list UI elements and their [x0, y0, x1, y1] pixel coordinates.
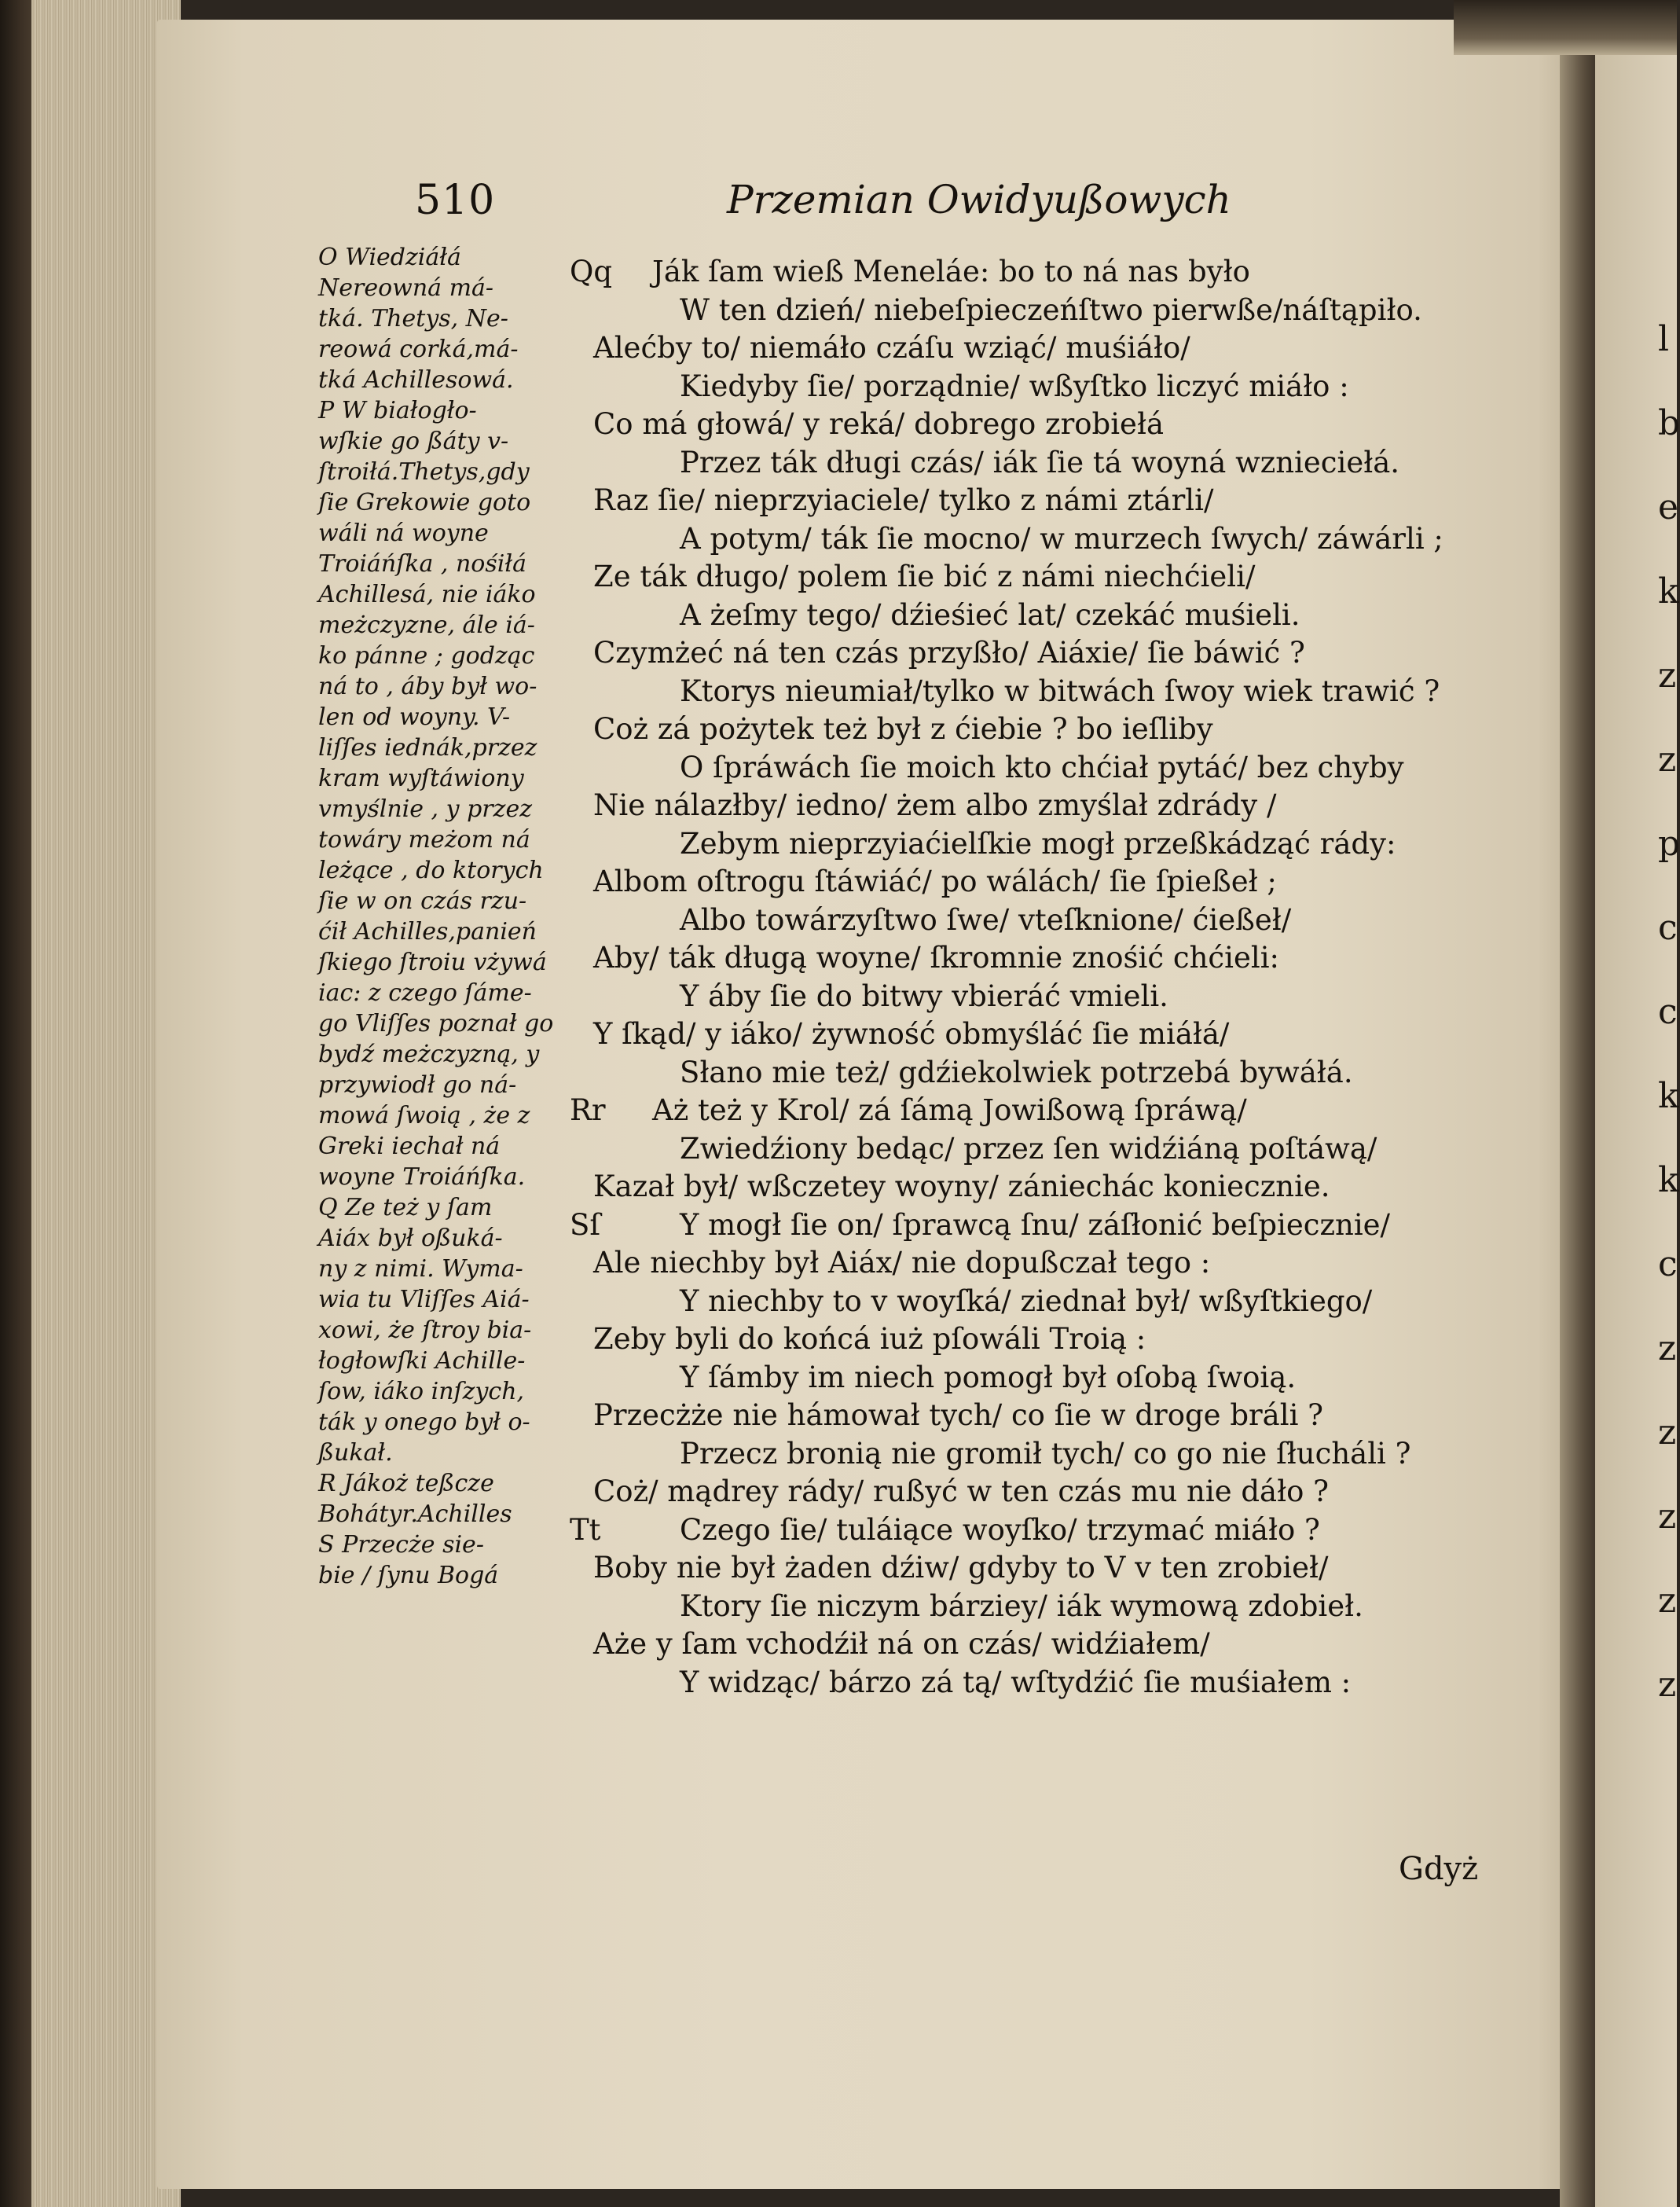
verse-text: Aż też y Krol/ zá ſámą Jowißową ſpráwą/ — [652, 1093, 1247, 1127]
margin-note-line: R Jákoż teßcze — [318, 1470, 494, 1497]
verse-line — [578, 329, 1560, 368]
verse-text: Przecżże nie hámował tych/ co ſie w droge bráli ? — [593, 1398, 1324, 1432]
verse-text: Ktory ſie niczym bárziey/ iák wymową zdobieł. — [680, 1588, 1363, 1623]
verse-line — [578, 1397, 1560, 1435]
next-page-letter: z — [1658, 655, 1677, 696]
margin-note-line: O Wiedziáłá — [318, 244, 461, 271]
verse-line — [578, 1283, 1560, 1321]
verse-text: Y áby ſie do bitwy vbieráć vmieli. — [680, 979, 1168, 1013]
margin-note-line: ſkiego ſtroiu vżywá — [318, 949, 547, 976]
margin-note-line: kram wyſtáwiony — [318, 765, 524, 792]
verse-text: Y ſkąd/ y iáko/ żywność obmyśláć ſie miáłá/ — [593, 1017, 1230, 1051]
margin-note-line: ſie Grekowie goto — [318, 489, 531, 516]
page-title: Przemian Owidyußowych — [727, 177, 1231, 222]
verse-text: Y widząc/ bárzo zá tą/ wſtydźić ſie muśiałem : — [680, 1665, 1352, 1699]
verse-line — [578, 1130, 1560, 1169]
verse-text: Raz ſie/ nieprzyiaciele/ tylko z námi ztárli/ — [593, 483, 1214, 517]
margin-note-line: bie / ſynu Bogá — [318, 1562, 499, 1589]
margin-note-line: mowá ſwoią , że z — [318, 1102, 530, 1129]
margin-note-line: leżące , do ktorych — [318, 857, 544, 884]
margin-note-line: ſow, iáko inſzych, — [318, 1378, 525, 1405]
gloss-marker: Rr — [570, 1093, 606, 1127]
margin-note-line: ſtroiłá.Thetys,gdy — [318, 458, 530, 486]
next-page-letter: z — [1658, 740, 1677, 780]
margin-note-line: ćił Achilles,panień — [318, 918, 537, 946]
verse-text: Zebym nieprzyiaćielſkie mogł przeßkádząć rády: — [680, 826, 1396, 861]
verse-text: Boby nie był żaden dźiw/ gdyby to V v ten zrobieł/ — [593, 1551, 1329, 1585]
margin-note-line: xowi, że ſtroy bia- — [318, 1316, 532, 1344]
margin-note-line: Greki iechał ná — [318, 1133, 501, 1160]
verse-line — [578, 711, 1560, 749]
margin-note-line: Aiáx był oßuká- — [318, 1225, 503, 1252]
verse-text: W ten dzień/ niebeſpieczeńſtwo pierwße/náſtąpiło. — [680, 292, 1422, 327]
margin-note-line: len od woyny. V- — [318, 703, 511, 731]
verse-text: Ktorys nieumiał/tylko w bitwách ſwoy wiek trawić ? — [680, 674, 1440, 708]
verse-text: Albo towárzyſtwo ſwe/ vteſknione/ ćießeł/ — [680, 902, 1292, 937]
verse-line — [570, 253, 1560, 292]
verse-text: Ják ſam wieß Meneláe: bo to ná nas było — [652, 255, 1250, 288]
margin-note-line: Troiáńſka , nośiłá — [318, 550, 526, 578]
margin-note-line: woyne Troiáńſka. — [318, 1163, 526, 1191]
next-page-letter: z — [1658, 1328, 1677, 1368]
margin-note-line: liſſes iednák,przez — [318, 734, 537, 762]
verse-line — [578, 939, 1560, 978]
margin-note-line: Bohátyr.Achilles — [318, 1500, 512, 1528]
next-page-shadow — [1454, 0, 1677, 55]
verse-line — [578, 1473, 1560, 1511]
verse-line — [578, 292, 1560, 330]
verse-text: Y niechby to v woyſká/ ziednał był/ wßyſtkiego/ — [680, 1283, 1373, 1318]
next-page-letter: k — [1658, 1160, 1679, 1200]
verse-line — [578, 634, 1560, 673]
verse-line — [570, 1092, 1560, 1130]
verse-text: Słano mie też/ gdźiekolwiek potrzebá bywáłá. — [680, 1055, 1353, 1089]
verse-line — [578, 673, 1560, 711]
margin-note-line: Q Ze też y ſam — [318, 1194, 493, 1221]
verse-line — [578, 558, 1560, 597]
margin-note-line: wſkie go ßáty v- — [318, 428, 509, 455]
verse-line — [578, 1359, 1560, 1397]
margin-note-line: wáli ná woyne — [318, 520, 489, 547]
margin-note-line: tká Achillesowá. — [318, 366, 514, 394]
verse-line — [578, 787, 1560, 825]
gloss-marker: Sſ — [570, 1207, 601, 1242]
verse-line — [578, 1015, 1560, 1054]
margin-note-line: S Przecże sie- — [318, 1531, 484, 1559]
catchword: Gdyż — [1399, 1851, 1479, 1887]
verse-text: A potym/ ták ſie mocno/ w murzech ſwych/ záwárli ; — [680, 521, 1443, 556]
verse-line — [578, 444, 1560, 483]
verse-line — [578, 1244, 1560, 1283]
verse-line — [578, 1549, 1560, 1588]
verse-text: Aby/ ták długą woyne/ ſkromnie znośić chćieli: — [593, 941, 1279, 975]
verse-text: A żeſmy tego/ dźieśieć lat/ czekáć muśieli. — [680, 597, 1300, 632]
margin-note-line: Nereowná má- — [318, 274, 494, 302]
verse-line — [578, 1588, 1560, 1626]
verse-line — [578, 1054, 1560, 1092]
next-page-letter: z — [1658, 1496, 1677, 1537]
verse-line — [578, 1320, 1560, 1359]
verse-line — [578, 863, 1560, 902]
next-page-letter: c — [1658, 908, 1678, 948]
verse-text: Czego ſie/ tuláiące woyſko/ trzymać miáło ? — [680, 1512, 1320, 1547]
margin-notes — [318, 242, 574, 1591]
next-page-letter: e — [1658, 487, 1679, 527]
margin-note-line: iac: z czego ſáme- — [318, 979, 532, 1007]
verse-line — [578, 1435, 1560, 1474]
verse-text: Co má głowá/ y reká/ dobrego zrobiełá — [593, 407, 1164, 441]
gloss-marker: Qq — [570, 255, 613, 288]
verse-line — [578, 520, 1560, 559]
margin-note-line: łogłowſki Achille- — [318, 1347, 526, 1375]
next-page-letter: c — [1658, 992, 1678, 1032]
verse-text: Kiedyby ſie/ porządnie/ wßyſtko liczyć miáło : — [680, 369, 1349, 403]
page-number: 510 — [415, 177, 496, 224]
verse-text: Y ſámby im niech pomogł był oſobą ſwoią. — [680, 1360, 1297, 1394]
verse-text: Zeby byli do końcá iuż pſowáli Troią : — [593, 1322, 1146, 1356]
verse-text: Coż zá pożytek też był z ćiebie ? bo ieſliby — [593, 712, 1213, 746]
verse-line — [578, 368, 1560, 406]
verse-text: Ale niechby był Aiáx/ nie dopußczał tego : — [593, 1246, 1211, 1280]
margin-note-line: ſie w on czás rzu- — [318, 887, 527, 915]
verse-text: Przez ták długi czás/ iák ſie tá woyná wznieciełá. — [680, 445, 1400, 479]
margin-note-line: vmyślnie , y przez — [318, 795, 533, 823]
next-page-letter: b — [1658, 403, 1680, 443]
verse-line — [570, 1206, 1560, 1245]
margin-note-line: wia tu Vliſſes Aiá- — [318, 1286, 530, 1313]
verse-line — [578, 1625, 1560, 1664]
verse-text: Nie nálazłby/ iedno/ żem albo zmyślał zdrády / — [593, 788, 1277, 822]
next-page-letter: z — [1658, 1665, 1677, 1705]
running-head — [0, 177, 1677, 232]
verse-line — [578, 978, 1560, 1016]
verse-line — [578, 825, 1560, 864]
verse-text: Ze ták długo/ polem ſie bić z námi niechćieli/ — [593, 560, 1256, 593]
margin-note-line: towáry meżom ná — [318, 826, 530, 854]
margin-note-line: bydź meżczyzną, y — [318, 1041, 540, 1068]
margin-note-line: meżczyzne, ále iá- — [318, 611, 535, 639]
margin-note-line: ny z nimi. Wyma- — [318, 1255, 523, 1283]
margin-note-line: przywiodł go ná- — [318, 1071, 517, 1099]
next-page-edge — [1595, 55, 1677, 2207]
verse-text: Zwiedźiony bedąc/ przez ſen widźiáną poſtáwą/ — [680, 1131, 1377, 1166]
verse-text: Aże y ſam vchodźił ná on czás/ widźiałem/ — [593, 1627, 1210, 1661]
margin-note-line: tká. Thetys, Ne- — [318, 305, 508, 332]
verse-line — [570, 1511, 1560, 1550]
verse-line — [578, 902, 1560, 940]
verse-text: Coż/ mądrey rády/ rußyć w ten czás mu nie dáło ? — [593, 1474, 1329, 1508]
margin-note-line: go Vliſſes poznał go — [318, 1010, 554, 1037]
next-page-letter: k — [1658, 1076, 1679, 1116]
verse-line — [578, 749, 1560, 788]
verse-text: Kazał był/ wßczetey woyny/ zániechác koniecznie. — [593, 1170, 1330, 1203]
verse-text: Przecz bronią nie gromił tych/ co go nie ſłucháli ? — [680, 1436, 1411, 1471]
next-page-letter: p — [1658, 824, 1680, 864]
margin-note-line: P W białogło- — [318, 397, 477, 424]
next-page-letter: z — [1658, 1412, 1677, 1452]
verse-text: Czymżeć ná ten czás przyßło/ Aiáxie/ ſie báwić ? — [593, 636, 1305, 670]
next-page-letter: c — [1658, 1244, 1678, 1284]
next-page-letter: k — [1658, 571, 1679, 611]
verse-line — [578, 406, 1560, 444]
verse-text: O ſpráwách ſie moich kto chćiał pytáć/ bez chyby — [680, 750, 1404, 784]
verse-line — [578, 1168, 1560, 1206]
margin-note-line: ná to , áby był wo- — [318, 673, 537, 700]
margin-note-line: ßukał. — [318, 1439, 393, 1467]
verse-line — [578, 597, 1560, 635]
margin-note-line: reowá corká,má- — [318, 336, 519, 363]
margin-note-line: ko pánne ; godząc — [318, 642, 535, 670]
verse-column — [570, 253, 1560, 1702]
verse-line — [578, 482, 1560, 520]
next-page-letter: l — [1658, 319, 1670, 359]
gloss-marker: Tt — [570, 1512, 601, 1547]
verse-line — [578, 1664, 1560, 1702]
verse-text: Y mogł ſie on/ ſprawcą ſnu/ záſłonić beſpiecznie/ — [680, 1207, 1391, 1242]
margin-note-line: ták y onego był o- — [318, 1408, 530, 1436]
verse-text: Albom oſtrogu ſtáwiáć/ po wálách/ ſie ſpießeł ; — [593, 865, 1277, 898]
verse-text: Alećby to/ niemáło czáſu wziąć/ muśiáło/ — [593, 331, 1190, 365]
next-page-letter: z — [1658, 1581, 1677, 1621]
margin-note-line: Achillesá, nie iáko — [318, 581, 536, 608]
